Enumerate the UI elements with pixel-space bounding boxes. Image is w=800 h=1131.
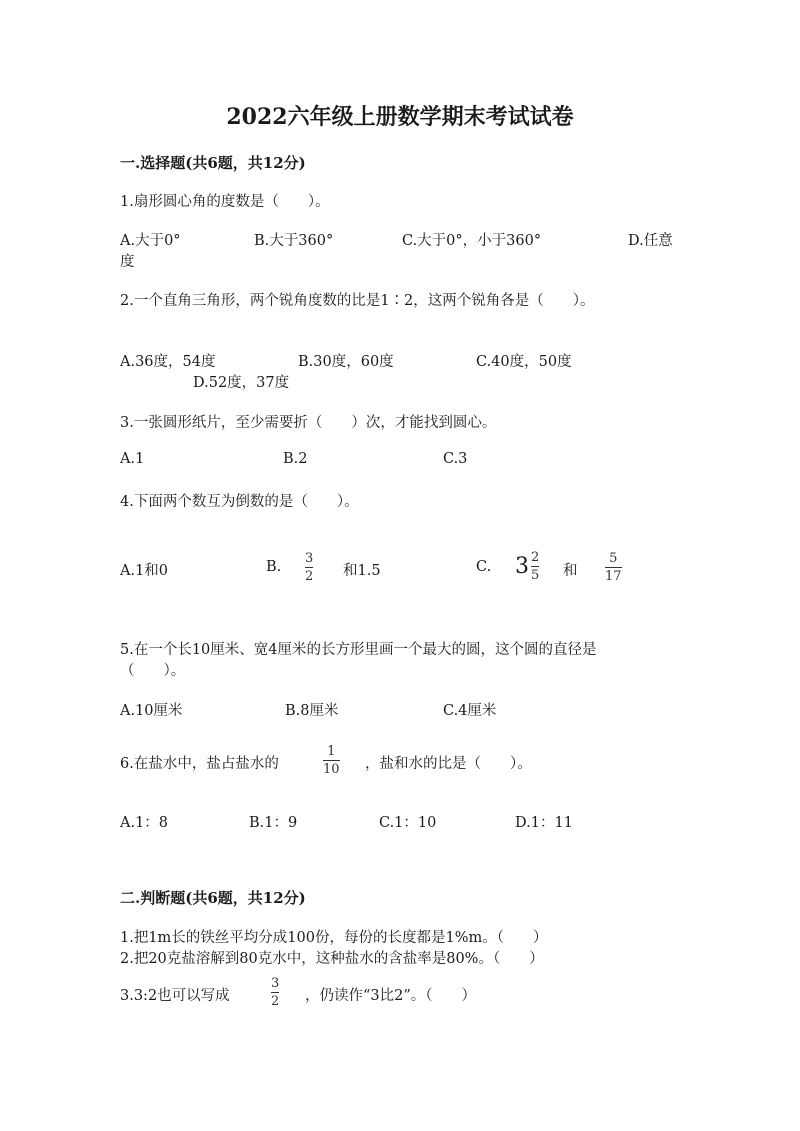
question-6-option-a: A.1：8 <box>120 815 169 831</box>
fraction-numerator: 5 <box>609 551 618 566</box>
question-2-option-d: D.52度，37度 <box>193 375 290 391</box>
mixed-whole: 3 <box>515 554 529 579</box>
question-4-stem: 4.下面两个数互为倒数的是（ ）。 <box>120 494 359 510</box>
fraction-bar <box>305 567 313 568</box>
question-6-option-b: B.1：9 <box>249 815 298 831</box>
question-4-option-c-fraction <box>605 552 622 583</box>
judgment-2: 2.把20克盐溶解到80克水中，这种盐水的含盐率是80%。（ ） <box>120 951 544 967</box>
fraction-denominator: 17 <box>605 569 622 584</box>
question-5-option-b: B.8厘米 <box>285 703 339 719</box>
question-5-option-c: C.4厘米 <box>443 703 497 719</box>
fraction-numerator: 1 <box>327 744 336 759</box>
question-3-option-b: B.2 <box>283 451 308 467</box>
fraction-denominator: 2 <box>305 569 314 584</box>
question-4-option-b-label: B. <box>266 559 282 575</box>
fraction-bar <box>323 760 340 761</box>
question-1-option-d: D.任意 <box>628 233 673 249</box>
question-2-option-c: C.40度，50度 <box>476 354 572 370</box>
question-1-option-d-wrap: 度 <box>120 254 135 270</box>
fraction-bar <box>605 567 622 568</box>
mixed-fraction <box>531 551 539 582</box>
question-2-stem: 2.一个直角三角形，两个锐角度数的比是1∶2，这两个锐角各是（ ）。 <box>120 293 595 309</box>
judgment-3-fraction <box>271 977 279 1008</box>
question-5-stem-continued: （ ）。 <box>120 663 186 679</box>
question-3-option-a: A.1 <box>120 451 145 467</box>
question-1-option-b: B.大于360° <box>254 233 334 249</box>
question-4-option-b-tail: 和1.5 <box>343 563 381 579</box>
question-5-option-a: A.10厘米 <box>120 703 183 719</box>
question-4-option-c-and: 和 <box>563 563 578 579</box>
fraction-bar <box>271 992 279 993</box>
fraction-denominator: 5 <box>531 568 540 583</box>
judgment-3-pre: 3.3:2也可以写成 <box>120 988 230 1004</box>
question-1-option-a: A.大于0° <box>120 233 181 249</box>
question-4-option-c-label: C. <box>476 559 492 575</box>
fraction-bar <box>531 566 539 567</box>
question-4-option-b-fraction <box>305 552 313 583</box>
question-6-stem-pre: 6.在盐水中，盐占盐水的 <box>120 756 279 772</box>
fraction-denominator: 2 <box>271 994 280 1009</box>
question-6-option-c: C.1：10 <box>379 815 437 831</box>
fraction-numerator: 2 <box>531 550 540 565</box>
question-6-fraction <box>323 745 340 776</box>
page-title: 2022六年级上册数学期末考试试卷 <box>226 104 574 130</box>
section-heading-choice: 一.选择题(共6题，共12分) <box>120 154 306 172</box>
fraction-numerator: 3 <box>305 551 314 566</box>
question-3-option-c: C.3 <box>443 451 468 467</box>
question-1-option-c: C.大于0°，小于360° <box>402 233 542 249</box>
question-4-option-c-mixed-number <box>515 551 539 582</box>
question-4-option-a: A.1和0 <box>120 563 169 579</box>
fraction-denominator: 10 <box>323 762 340 777</box>
question-6-option-d: D.1：11 <box>515 815 573 831</box>
question-3-stem: 3.一张圆形纸片，至少需要折（ ）次，才能找到圆心。 <box>120 415 497 431</box>
question-2-option-b: B.30度，60度 <box>298 354 394 370</box>
section-heading-judgment: 二.判断题(共6题，共12分) <box>120 889 306 907</box>
question-1-stem: 1.扇形圆心角的度数是（ ）。 <box>120 194 330 210</box>
judgment-1: 1.把1m长的铁丝平均分成100份，每份的长度都是1%m。（ ） <box>120 930 548 946</box>
fraction-numerator: 3 <box>271 976 280 991</box>
judgment-3-post: ，仍读作“3比2”。（ ） <box>305 988 477 1004</box>
question-6-stem-post: ，盐和水的比是（ ）。 <box>365 756 532 772</box>
question-5-stem: 5.在一个长10厘米、宽4厘米的长方形里画一个最大的圆，这个圆的直径是 <box>120 642 597 658</box>
question-2-option-a: A.36度，54度 <box>120 354 216 370</box>
